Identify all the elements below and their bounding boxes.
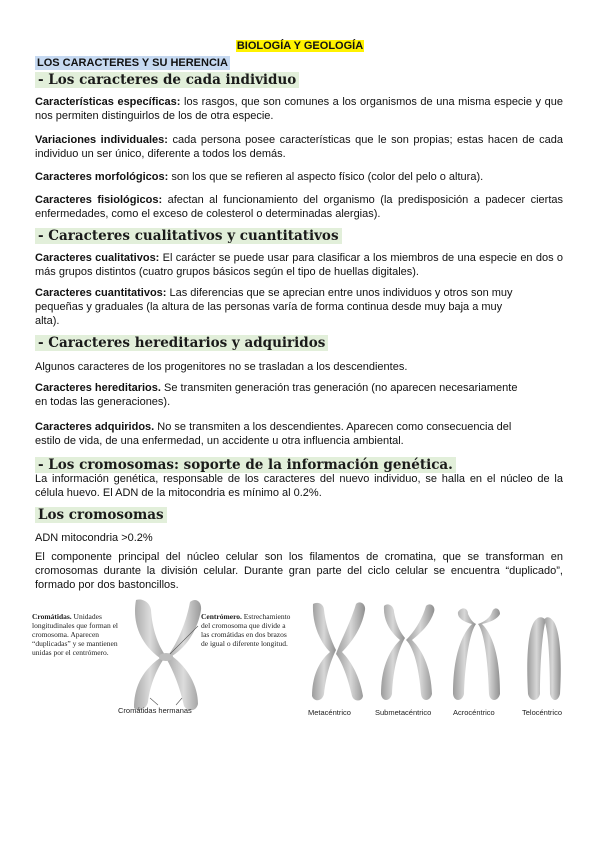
large-chromosome-icon: [134, 599, 201, 710]
chromosome-figure: [30, 598, 575, 723]
section-heading-caracteres-individuo: - Los caracteres de cada individuo: [35, 72, 299, 88]
caption-centromero: Centrómero. Estrechamiento del cromosoma que divide a las cromátidas en dos brazos de igual o diferente longitud.: [201, 612, 291, 648]
label-submetacentrico: Submetacéntrico: [375, 708, 432, 717]
label-metacentrico: Metacéntrico: [308, 708, 351, 717]
label-acrocentrico: Acrocéntrico: [453, 708, 495, 717]
paragraph-caracteres-cuantitativos: Caracteres cuantitativos: Las diferencias que se aprecian entre unos individuos y otros son muy pequeñas y graduales (la altura de las personas varía de forma continua desde muy baja a muy alta).: [35, 287, 513, 327]
paragraph-caracteres-cualitativos: Caracteres cualitativos: El carácter se puede usar para clasificar a los miembros de una especie en dos o más grupos distintos (cuatro grupos básicos según el tipo de huellas digitales).: [35, 252, 563, 278]
metacentric-chromosome-icon: [312, 602, 365, 700]
paragraph-adn-mitocondria: ADN mitocondria >0.2%: [35, 532, 153, 544]
chromosome-illustration: [30, 598, 575, 723]
section-heading-hereditarios-adquiridos: - Caracteres hereditarios y adquiridos: [35, 335, 328, 351]
acrocentric-chromosome-icon: [453, 608, 500, 700]
paragraph-caracteres-hereditarios: Caracteres hereditarios. Se transmiten generación tras generación (no aparecen necesariamente en todas las generaciones).: [35, 382, 518, 408]
section-heading-los-cromosomas: Los cromosomas: [35, 507, 167, 523]
paragraph-variaciones-individuales: Variaciones individuales: cada persona posee características que le son propias; estas hacen de cada individuo un ser único, diferente a todos los demás.: [35, 134, 563, 160]
caption-cromatidas: Cromátidas. Unidades longitudinales que forman el cromosoma. Aparecen “duplicadas” y se mantienen unidas por el centrómero.: [32, 612, 119, 657]
section-heading-cualitativos-cuantitativos: - Caracteres cualitativos y cuantitativos: [35, 228, 342, 244]
paragraph-intro-hereditarios: Algunos caracteres de los progenitores no se trasladan a los descendientes.: [35, 361, 408, 373]
paragraph-caracteres-fisiologicos: Caracteres fisiológicos: afectan al funcionamiento del organismo (la predisposición a padecer ciertas enfermedades, como el exceso de colesterol o determinadas alergias).: [35, 194, 563, 220]
section-heading-cromosomas-soporte: - Los cromosomas: soporte de la información genética.: [35, 457, 456, 473]
subject-title: BIOLOGÍA Y GEOLOGÍA: [236, 40, 364, 52]
paragraph-informacion-genetica: La información genética, responsable de los caracteres del nuevo individuo, se halla en el núcleo de la célula huevo. El ADN de la mitocondria es mínimo al 0.2%.: [35, 473, 563, 499]
paragraph-caracteres-morfologicos: Caracteres morfológicos: son los que se refieren al aspecto físico (color del pelo o altura).: [35, 171, 484, 183]
label-cromatidas-hermanas: Cromátidas hermanas: [118, 706, 192, 715]
submetacentric-chromosome-icon: [381, 604, 434, 700]
paragraph-componente-principal: El componente principal del núcleo celular son los filamentos de cromatina, que se transforman en cromosomas durante la división celular. Durante gran parte del ciclo celular se encuentra “duplicado”, formado por dos bastoncillos.: [35, 551, 563, 591]
label-telocentrico: Telocéntrico: [522, 708, 563, 717]
unit-title: LOS CARACTERES Y SU HERENCIA: [37, 57, 228, 69]
paragraph-caracteres-adquiridos: Caracteres adquiridos. No se transmiten a los descendientes. Aparecen como consecuencia del estilo de vida, de una enfermedad, un accidente u otra influencia ambiental.: [35, 421, 512, 447]
paragraph-caracteristicas-especificas: Características específicas: los rasgos, que son comunes a los organismos de una misma especie y que nos permiten distinguirlos de los de otra especie.: [35, 96, 563, 122]
telocentric-chromosome-icon: [527, 617, 561, 700]
